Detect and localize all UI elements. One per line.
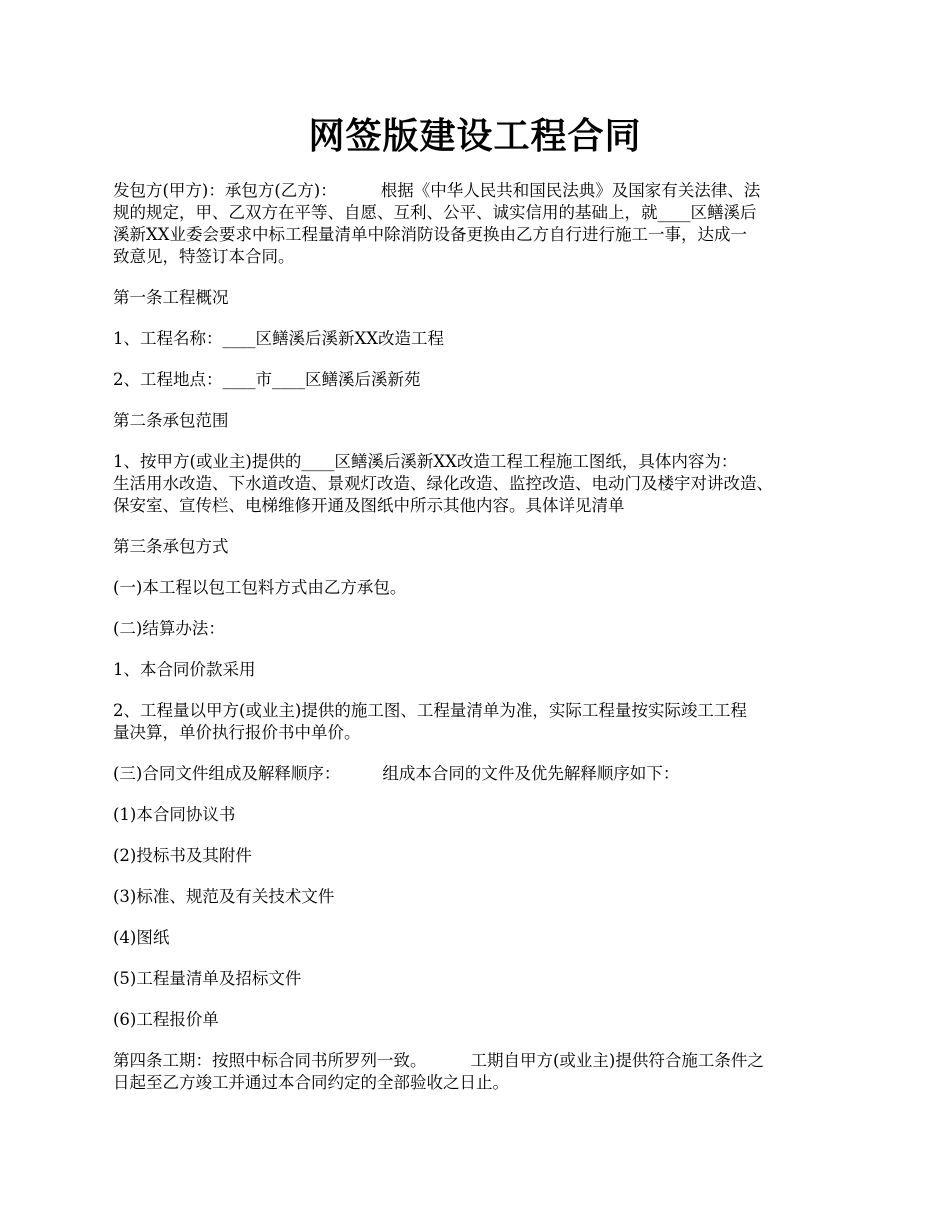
document-title: 网签版建设工程合同	[308, 115, 642, 157]
intro-line-3: 溪新XX业委会要求中标工程量清单中除消防设备更换由乙方自行进行施工一事，达成一	[113, 225, 747, 244]
contract-method: (一)本工程以包工包料方式由乙方承包。	[113, 578, 407, 597]
article-4-heading: 第四条工期：按照中标合同书所罗列一致。	[113, 1051, 427, 1070]
intro-paragraph	[113, 180, 853, 268]
quantity-paragraph	[113, 700, 853, 744]
scope-line-3: 保安室、宣传栏、电梯维修开通及图纸中所示其他内容。具体详见清单	[113, 496, 625, 515]
document-item: (1)本合同协议书	[113, 805, 236, 824]
scope-paragraph	[113, 451, 853, 517]
intro-line-1	[113, 180, 853, 202]
article-3-heading: 第三条承包方式	[113, 537, 229, 556]
article-1-heading: 第一条工程概况	[113, 288, 229, 307]
quantity-line-1: 2、工程量以甲方(或业主)提供的施工图、工程量清单为准，实际工程量按实际竣工工程	[113, 701, 747, 720]
settlement-heading: (二)结算办法：	[113, 619, 225, 638]
article-4-line-2: 日起至乙方竣工并通过本合同约定的全部验收之日止。	[113, 1073, 509, 1092]
document-item: (2)投标书及其附件	[113, 846, 252, 865]
intro-line-2: 规的规定，甲、乙双方在平等、自愿、互利、公平、诚实信用的基础上，就____区鳝溪后	[113, 203, 757, 222]
intro-basis: 根据《中华人民共和国民法典》及国家有关法律、法	[380, 181, 761, 200]
article-4-period: 工期自甲方(或业主)提供符合施工条件之	[470, 1051, 764, 1070]
article-4-paragraph	[113, 1050, 853, 1094]
document-item: (6)工程报价单	[113, 1010, 219, 1029]
quantity-line-2: 量决算，单价执行报价书中单价。	[113, 723, 361, 742]
documents-order-text: 组成本合同的文件及优先解释顺序如下：	[382, 764, 680, 783]
article-2-heading: 第二条承包范围	[113, 411, 229, 430]
documents-order-heading: (三)合同文件组成及解释顺序：	[113, 764, 341, 783]
documents-order-line	[113, 763, 853, 785]
document-item: (3)标准、规范及有关技术文件	[113, 887, 335, 906]
article-4-line-1	[113, 1050, 853, 1072]
project-location: 2、工程地点：____市____区鳝溪后溪新苑	[113, 370, 421, 389]
intro-line-4: 致意见，特签订本合同。	[113, 247, 295, 266]
project-name: 1、工程名称：____区鳝溪后溪新XX改造工程	[113, 329, 444, 348]
document-item: (4)图纸	[113, 928, 170, 947]
intro-parties: 发包方(甲方)：承包方(乙方)：	[113, 181, 337, 200]
scope-line-1: 1、按甲方(或业主)提供的____区鳝溪后溪新XX改造工程工程施工图纸，具体内容为：	[113, 452, 738, 471]
contract-price: 1、本合同价款采用	[113, 660, 256, 679]
scope-line-2: 生活用水改造、下水道改造、景观灯改造、绿化改造、监控改造、电动门及楼宇对讲改造、	[113, 474, 773, 493]
document-item: (5)工程量清单及招标文件	[113, 969, 302, 988]
documents-order-paragraph	[113, 763, 853, 785]
document-body	[113, 180, 853, 1113]
